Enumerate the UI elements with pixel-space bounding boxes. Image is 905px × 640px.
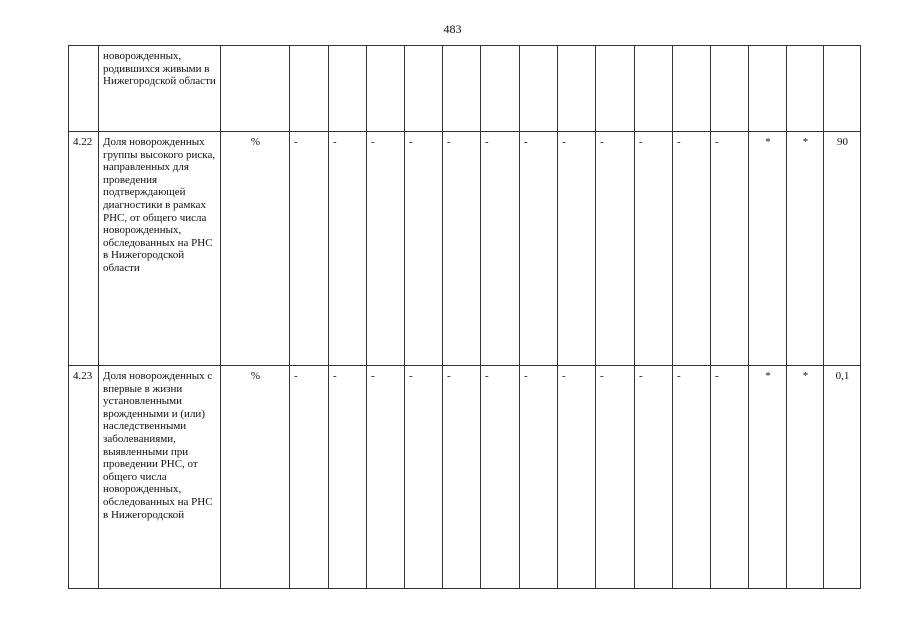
- value-cell: [673, 46, 711, 132]
- value-cell: [711, 46, 749, 132]
- value-cell: -: [405, 366, 443, 589]
- table-row: [69, 46, 861, 132]
- value-cell: [290, 46, 329, 132]
- value-cell: *: [749, 366, 787, 589]
- value-cell: -: [558, 132, 596, 366]
- value-cell: [558, 46, 596, 132]
- value-cell: [824, 46, 861, 132]
- value-cell: *: [787, 366, 824, 589]
- value-cell: *: [787, 132, 824, 366]
- value-cell: -: [443, 366, 481, 589]
- value-cell: -: [520, 132, 558, 366]
- row-number: [69, 46, 99, 132]
- value-cell: [787, 46, 824, 132]
- value-cell: -: [290, 132, 329, 366]
- value-cell: 90: [824, 132, 861, 366]
- value-cell: -: [635, 366, 673, 589]
- value-cell: [520, 46, 558, 132]
- indicators-table: [68, 45, 861, 589]
- row-number: 4.23: [69, 366, 99, 589]
- value-cell: -: [711, 366, 749, 589]
- value-cell: [481, 46, 520, 132]
- value-cell: -: [635, 132, 673, 366]
- value-cell: [367, 46, 405, 132]
- page-number: 483: [443, 22, 462, 36]
- value-cell: [405, 46, 443, 132]
- value-cell: -: [596, 132, 635, 366]
- value-cell: -: [596, 366, 635, 589]
- indicator-name: Доля новорожденных с впервые в жизни установленными врожденными и (или) наследственными заболеваниями, выявленными при проведении РНС, от общего числа новорожденных, обследованных на РНС в Нижегородской: [99, 366, 221, 589]
- value-cell: [443, 46, 481, 132]
- value-cell: [329, 46, 367, 132]
- value-cell: [635, 46, 673, 132]
- table-row: [69, 132, 861, 366]
- row-number: 4.22: [69, 132, 99, 366]
- value-cell: [596, 46, 635, 132]
- table-row: [69, 366, 861, 589]
- unit-cell: %: [221, 366, 290, 589]
- value-cell: -: [520, 366, 558, 589]
- value-cell: -: [481, 366, 520, 589]
- value-cell: 0,1: [824, 366, 861, 589]
- unit-cell: %: [221, 132, 290, 366]
- indicator-name: новорожденных, родившихся живыми в Нижегородской области: [99, 46, 221, 132]
- value-cell: -: [443, 132, 481, 366]
- value-cell: [749, 46, 787, 132]
- value-cell: -: [673, 366, 711, 589]
- indicator-name: Доля новорожденных группы высокого риска, направленных для проведения подтверждающей диагностики в рамках РНС, от общего числа новорожденных, обследованных на РНС в Нижегородской области: [99, 132, 221, 366]
- value-cell: -: [481, 132, 520, 366]
- value-cell: -: [405, 132, 443, 366]
- value-cell: *: [749, 132, 787, 366]
- value-cell: -: [290, 366, 329, 589]
- value-cell: -: [673, 132, 711, 366]
- value-cell: -: [711, 132, 749, 366]
- value-cell: -: [329, 132, 367, 366]
- value-cell: -: [558, 366, 596, 589]
- value-cell: -: [329, 366, 367, 589]
- unit-cell: [221, 46, 290, 132]
- value-cell: -: [367, 132, 405, 366]
- value-cell: -: [367, 366, 405, 589]
